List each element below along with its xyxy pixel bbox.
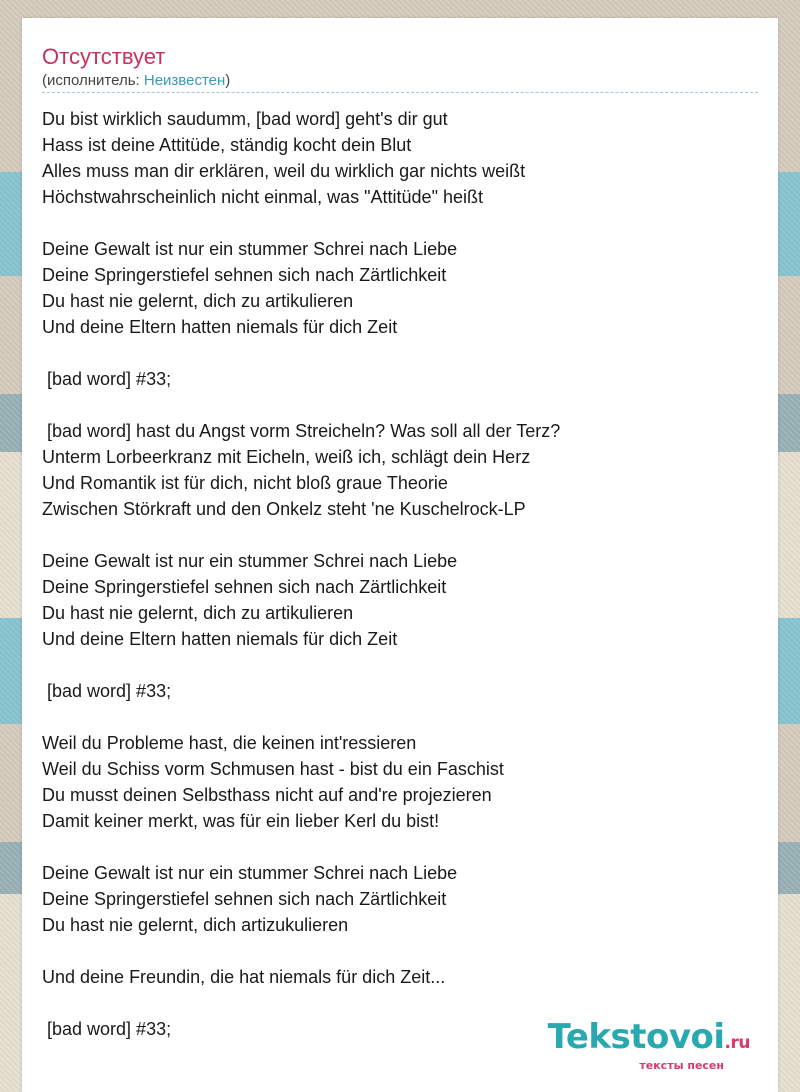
lyric-line: Höchstwahrscheinlich nicht einmal, was "Attitüde" heißt xyxy=(42,187,483,207)
lyrics-card xyxy=(22,18,778,1092)
logo-tld: .ru xyxy=(724,1033,750,1053)
lyric-line: Deine Gewalt ist nur ein stummer Schrei nach Liebe xyxy=(42,551,458,571)
lyric-line: [bad word] #33; xyxy=(42,369,172,389)
lyric-line: Weil du Probleme hast, die keinen int'ressieren xyxy=(42,733,417,753)
lyric-line: Damit keiner merkt, was für ein lieber Kerl du bist! xyxy=(42,811,440,831)
lyric-line xyxy=(42,990,758,1016)
lyric-line: Du musst deinen Selbsthass nicht auf and're projezieren xyxy=(42,785,492,805)
logo-tagline: тексты песен xyxy=(639,1059,724,1072)
lyric-line xyxy=(42,210,758,236)
logo-wordmark xyxy=(547,1017,750,1060)
logo-name: Tekstovoi xyxy=(547,1017,725,1057)
lyric-line: Du hast nie gelernt, dich zu artikulieren xyxy=(42,603,354,623)
lyric-line xyxy=(42,938,758,964)
artist-suffix: ) xyxy=(225,72,231,89)
artist-prefix: (исполнитель: xyxy=(42,72,144,89)
lyric-line xyxy=(42,834,758,860)
lyric-line: Zwischen Störkraft und den Onkelz steht 'ne Kuschelrock-LP xyxy=(42,499,526,519)
site-logo[interactable] xyxy=(547,1017,750,1072)
artist-line xyxy=(42,72,230,90)
header-divider xyxy=(42,92,758,93)
lyric-line: Du bist wirklich saudumm, [bad word] geht's dir gut xyxy=(42,109,448,129)
song-title: Отсутствует xyxy=(42,44,166,69)
lyric-line: Und deine Eltern hatten niemals für dich Zeit xyxy=(42,629,398,649)
lyric-line: Alles muss man dir erklären, weil du wirklich gar nichts weißt xyxy=(42,161,526,181)
lyric-line: Deine Gewalt ist nur ein stummer Schrei nach Liebe xyxy=(42,239,458,259)
lyric-line xyxy=(42,392,758,418)
lyric-line xyxy=(42,652,758,678)
lyric-line: Und deine Freundin, die hat niemals für dich Zeit... xyxy=(42,967,446,987)
lyrics-text xyxy=(42,106,758,1042)
lyric-line xyxy=(42,522,758,548)
lyric-line: Deine Gewalt ist nur ein stummer Schrei nach Liebe xyxy=(42,863,458,883)
lyric-line: Hass ist deine Attitüde, ständig kocht dein Blut xyxy=(42,135,412,155)
artist-link[interactable]: Неизвестен xyxy=(143,72,226,89)
lyric-line: Deine Springerstiefel sehnen sich nach Zärtlichkeit xyxy=(42,577,447,597)
lyric-line: Und deine Eltern hatten niemals für dich Zeit xyxy=(42,317,398,337)
lyric-line: Unterm Lorbeerkranz mit Eicheln, weiß ich, schlägt dein Herz xyxy=(42,447,531,467)
lyric-line: Deine Springerstiefel sehnen sich nach Zärtlichkeit xyxy=(42,265,447,285)
lyric-line: [bad word] hast du Angst vorm Streicheln? Was soll all der Terz? xyxy=(42,421,561,441)
lyric-line: [bad word] #33; xyxy=(42,1019,172,1039)
lyric-line: Weil du Schiss vorm Schmusen hast - bist du ein Faschist xyxy=(42,759,504,779)
lyric-line: Du hast nie gelernt, dich zu artikulieren xyxy=(42,291,354,311)
lyric-line: Du hast nie gelernt, dich artizukulieren xyxy=(42,915,349,935)
lyric-line xyxy=(42,704,758,730)
lyric-line: [bad word] #33; xyxy=(42,681,172,701)
lyric-line xyxy=(42,340,758,366)
lyric-line: Deine Springerstiefel sehnen sich nach Zärtlichkeit xyxy=(42,889,447,909)
lyric-line: Und Romantik ist für dich, nicht bloß graue Theorie xyxy=(42,473,448,493)
